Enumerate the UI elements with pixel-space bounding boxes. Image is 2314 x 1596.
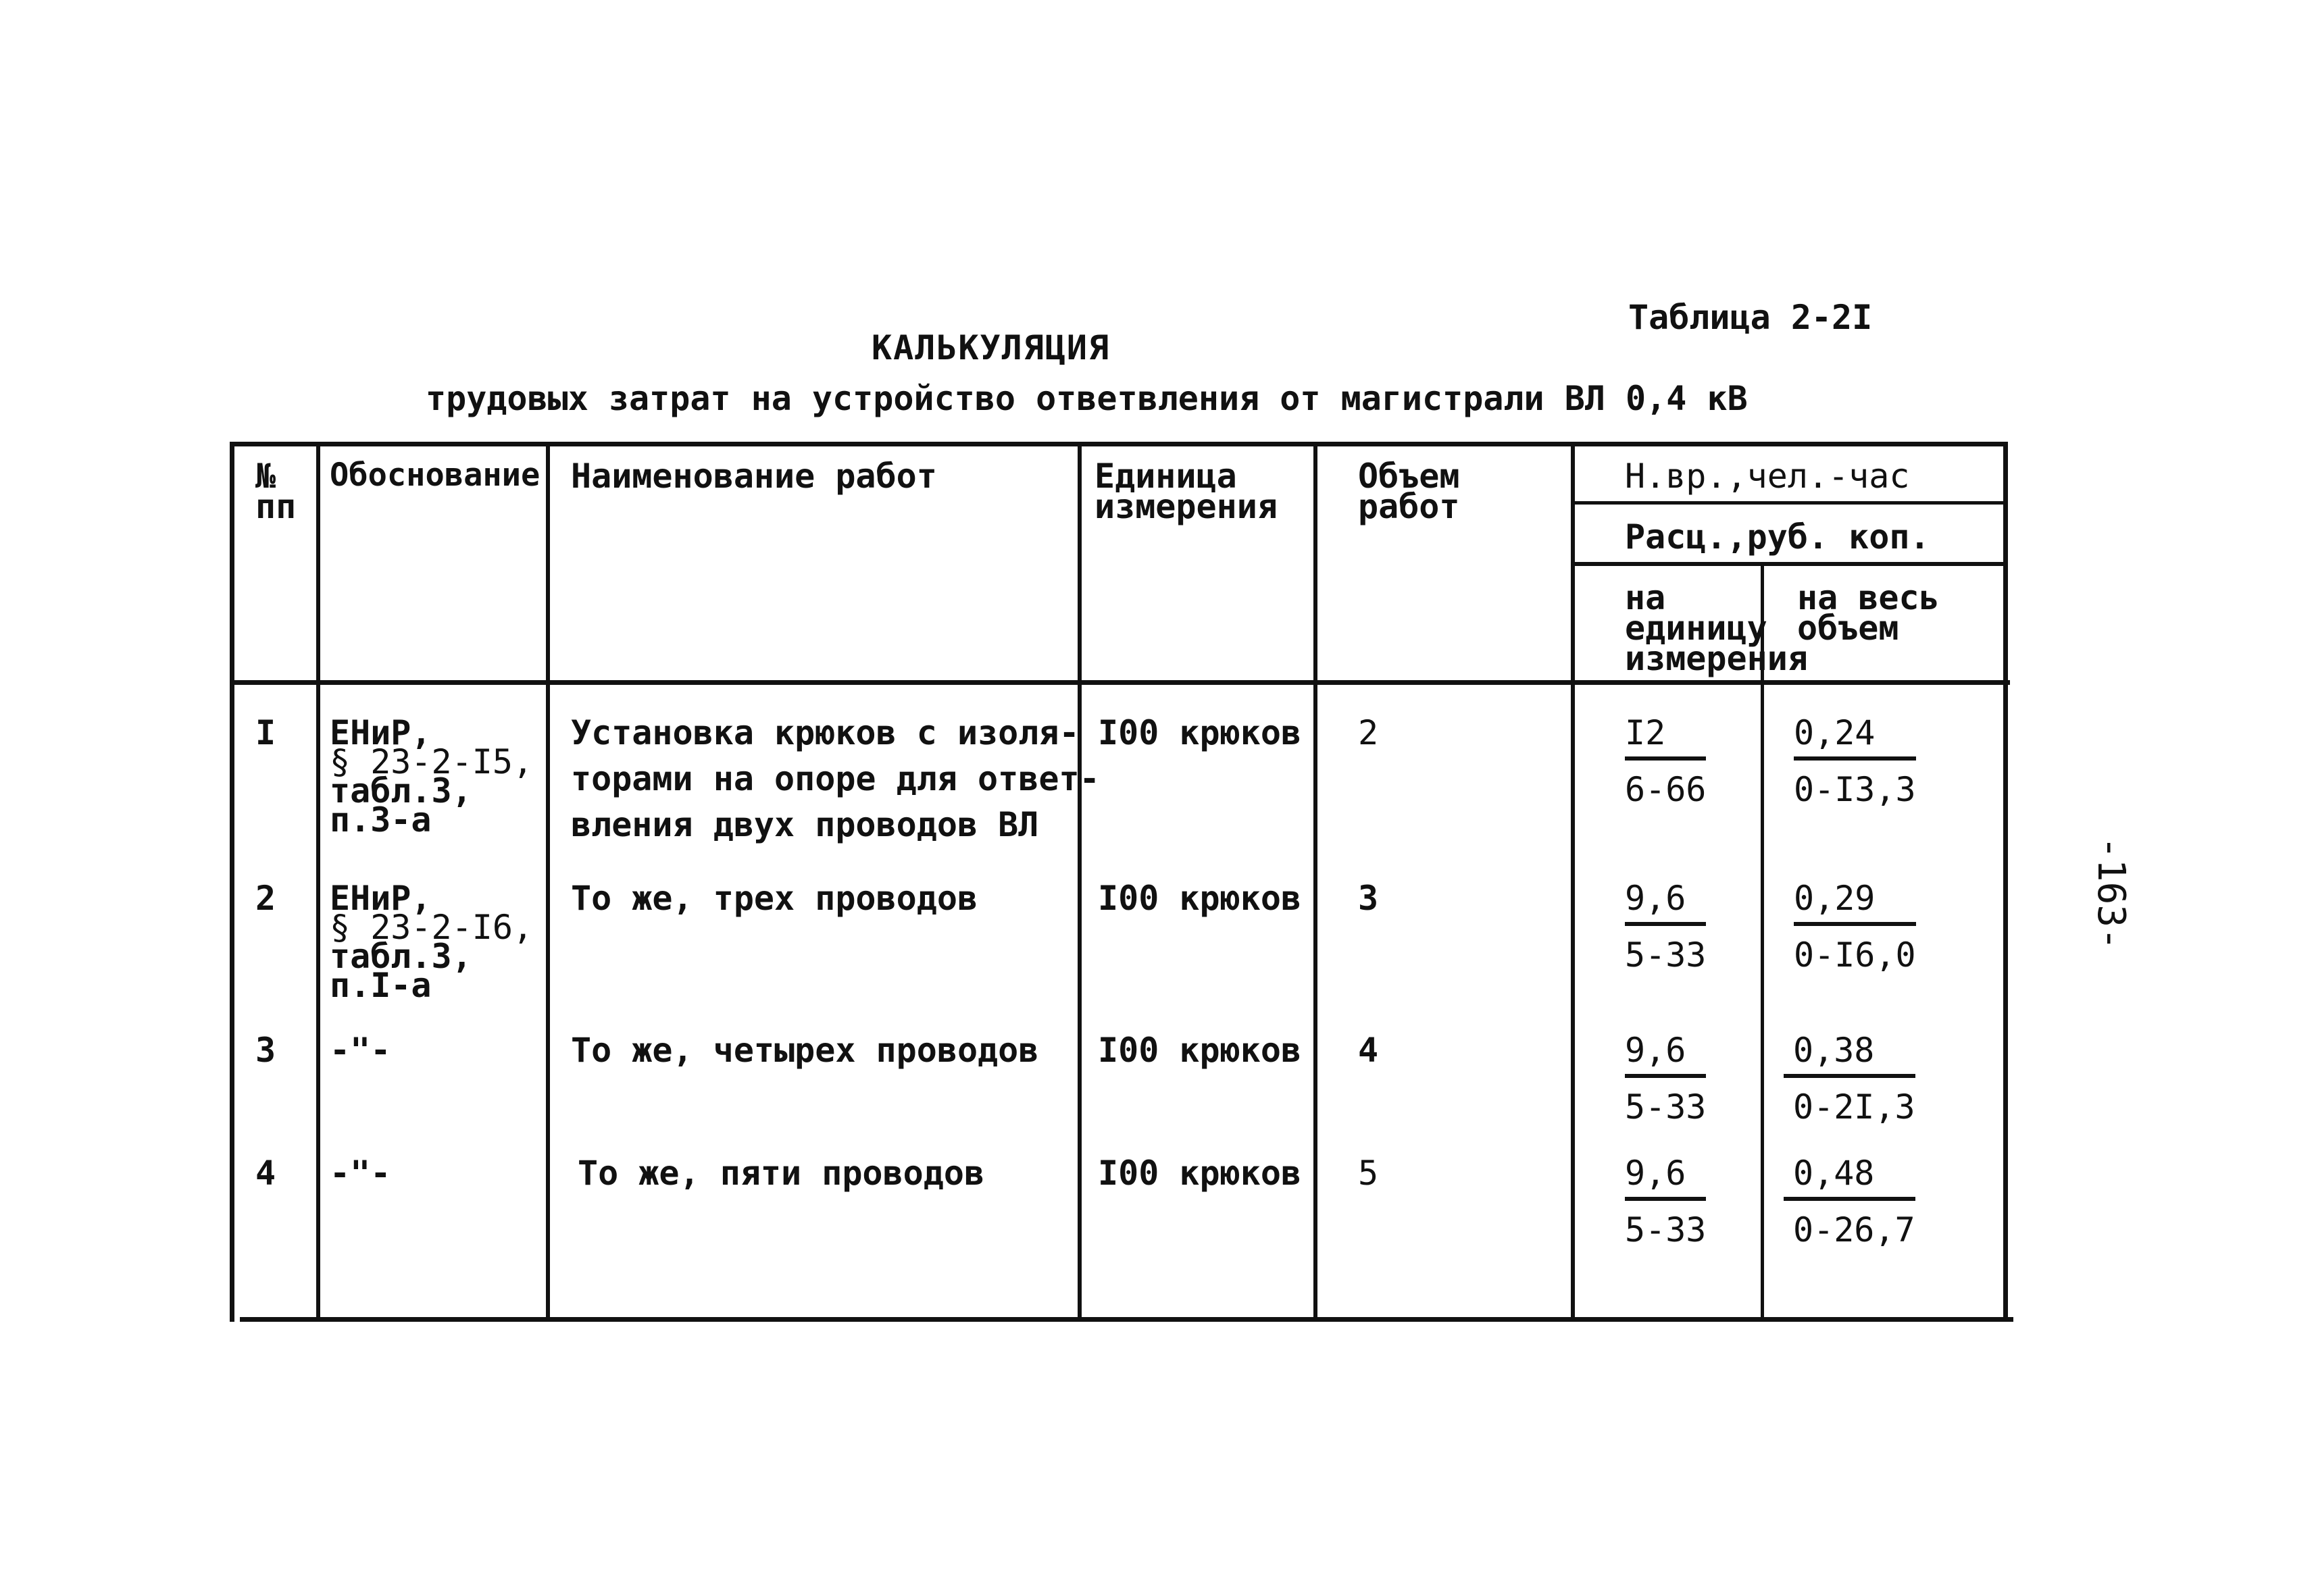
- row-work-name: вления двух проводов ВЛ: [571, 805, 1039, 844]
- row-per-unit-value: [1625, 1031, 1707, 1127]
- row-volume: 4: [1358, 1031, 1379, 1070]
- row-basis: ЕНиР,: [330, 713, 432, 752]
- row-total-value: [1794, 713, 1916, 809]
- row-basis: § 23-2-I5,: [330, 742, 534, 781]
- row-unit: I00 крюков: [1098, 713, 1302, 752]
- total-time: 0,48: [1784, 1156, 1915, 1201]
- row-unit: I00 крюков: [1098, 1154, 1302, 1193]
- header-unit-2: измерения: [1095, 487, 1278, 526]
- row-unit: I00 крюков: [1098, 879, 1302, 918]
- total-rate: 0-I6,0: [1794, 935, 1916, 975]
- per-unit-time: 9,6: [1625, 881, 1706, 926]
- total-time: 0,38: [1784, 1033, 1915, 1078]
- row-basis: -"-: [330, 1031, 391, 1070]
- row-num: 2: [255, 879, 276, 918]
- row-volume: 2: [1358, 713, 1379, 752]
- per-unit-rate: 5-33: [1625, 1210, 1707, 1250]
- row-basis: табл.3,: [330, 771, 472, 810]
- row-work-name: торами на опоре для ответ-: [571, 759, 1100, 798]
- per-unit-time: 9,6: [1625, 1156, 1706, 1201]
- header-rate: Расц.,руб. коп.: [1625, 517, 1930, 557]
- per-unit-rate: 5-33: [1625, 1087, 1707, 1127]
- row-per-unit-value: [1625, 713, 1707, 809]
- header-volume-1: Объем: [1358, 457, 1460, 496]
- total-rate: 0-2I,3: [1793, 1087, 1915, 1127]
- header-volume-2: работ: [1358, 487, 1460, 526]
- page-number: -163-: [2088, 836, 2133, 950]
- total-rate: 0-I3,3: [1794, 770, 1916, 809]
- per-unit-time: 9,6: [1625, 1033, 1706, 1078]
- row-basis: § 23-2-I6,: [330, 908, 534, 947]
- per-unit-rate: 5-33: [1625, 935, 1707, 975]
- header-per-unit-3: измерения: [1625, 639, 1808, 678]
- per-unit-rate: 6-66: [1625, 770, 1707, 809]
- total-rate: 0-26,7: [1793, 1210, 1915, 1250]
- row-work-name: То же, четырех проводов: [571, 1031, 1039, 1070]
- per-unit-time: I2: [1625, 716, 1706, 761]
- header-per-unit-1: на: [1625, 578, 1666, 617]
- row-num: 3: [255, 1031, 276, 1070]
- document-subtitle: трудовых затрат на устройство ответвления от магистрали ВЛ 0,4 кВ: [426, 379, 1748, 418]
- row-work-name: То же, трех проводов: [571, 879, 978, 918]
- row-work-name: Установка крюков с изоля-: [571, 713, 1080, 752]
- row-total-value: [1784, 1154, 1915, 1250]
- row-per-unit-value: [1625, 879, 1707, 975]
- row-basis: ЕНиР,: [330, 879, 432, 918]
- row-basis: п.I-а: [330, 966, 432, 1005]
- row-unit: I00 крюков: [1098, 1031, 1302, 1070]
- total-time: 0,24: [1794, 716, 1916, 761]
- row-total-value: [1794, 879, 1916, 975]
- row-basis: п.3-а: [330, 800, 432, 840]
- header-total-1: на весь: [1797, 578, 1940, 617]
- row-basis: -"-: [330, 1154, 391, 1193]
- row-num: 4: [255, 1154, 276, 1193]
- document-title: КАЛЬКУЛЯЦИЯ: [872, 328, 1111, 367]
- header-work-name: Наименование работ: [571, 457, 937, 496]
- row-work-name: То же, пяти проводов: [578, 1154, 985, 1193]
- header-num-pp: пп: [255, 487, 297, 526]
- table-number-label: Таблица 2-2I: [1628, 298, 1873, 337]
- header-norm-time: Н.вр.,чел.-час: [1625, 457, 1910, 496]
- header-total-2: объем: [1797, 609, 1899, 648]
- row-num: I: [255, 713, 276, 752]
- header-num: №: [255, 457, 276, 496]
- header-per-unit-2: единицу: [1625, 609, 1767, 648]
- header-basis: Обоснование: [330, 457, 540, 494]
- row-volume: 3: [1358, 879, 1379, 918]
- row-per-unit-value: [1625, 1154, 1707, 1250]
- total-time: 0,29: [1794, 881, 1916, 926]
- row-total-value: [1784, 1031, 1915, 1127]
- row-volume: 5: [1358, 1154, 1379, 1193]
- row-basis: табл.3,: [330, 937, 472, 976]
- header-unit-1: Единица: [1095, 457, 1237, 496]
